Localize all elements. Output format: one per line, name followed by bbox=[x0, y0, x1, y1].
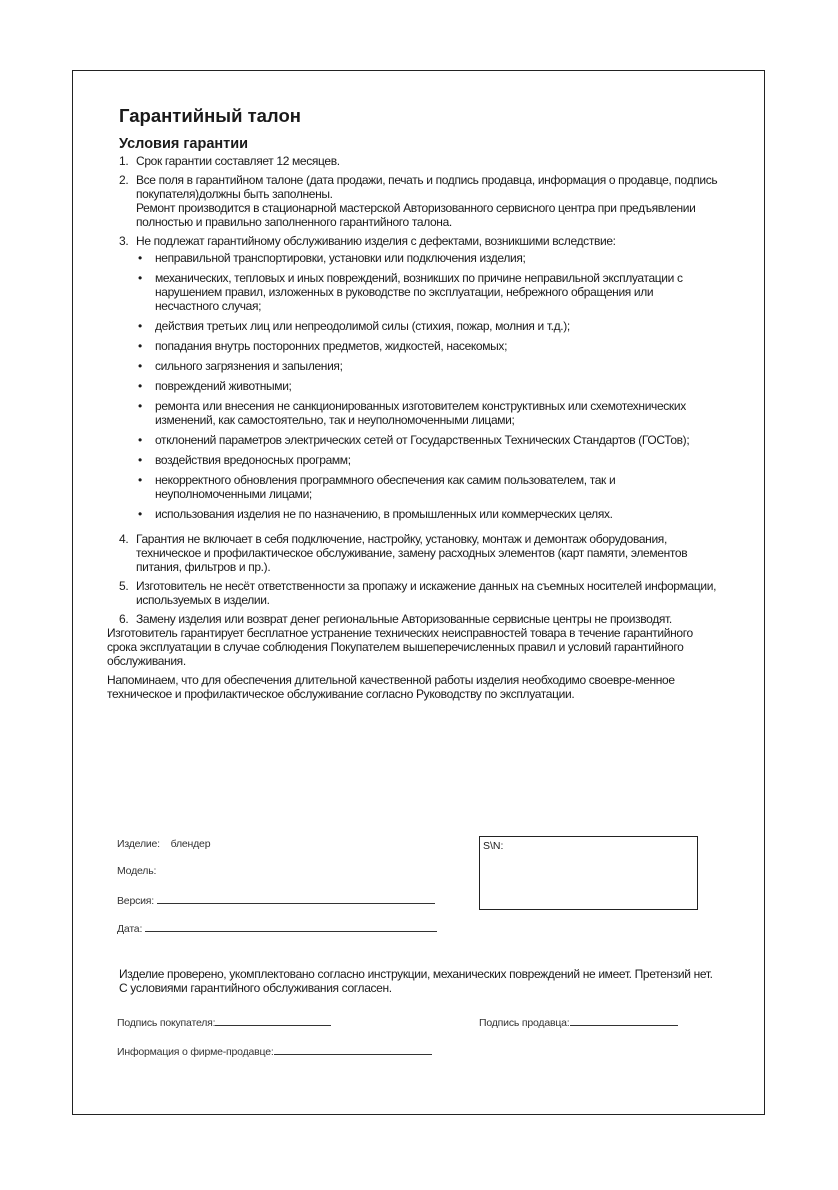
serial-number-box[interactable] bbox=[479, 836, 698, 910]
bullet-icon: • bbox=[138, 507, 142, 521]
defect-item: • использования изделия не по назначению, в промышленных или коммерческих целях. bbox=[138, 507, 613, 521]
condition-item bbox=[119, 173, 719, 229]
condition-item bbox=[119, 154, 719, 168]
condition-item bbox=[119, 234, 719, 527]
section-subtitle: Условия гарантии bbox=[119, 136, 249, 152]
defect-item: • отклонений параметров электрических сетей от Государственных Технических Стандартов (ГОСТов); bbox=[138, 433, 690, 447]
product-label: Изделие: bbox=[117, 838, 160, 850]
seller-signature-line[interactable] bbox=[570, 1015, 678, 1026]
defect-item: • неправильной транспортировки, установки или подключения изделия; bbox=[138, 251, 526, 265]
condition-number: 3. bbox=[119, 234, 129, 248]
condition-number: 6. bbox=[119, 612, 129, 626]
product-value: блендер bbox=[170, 838, 211, 850]
defect-item: • повреждений животными; bbox=[138, 379, 292, 393]
defect-item: • попадания внутрь посторонних предметов, жидкостей, насекомых; bbox=[138, 339, 508, 353]
seller-signature-field bbox=[479, 1015, 678, 1029]
condition-number: 2. bbox=[119, 173, 129, 187]
firm-info-line[interactable] bbox=[274, 1044, 432, 1055]
bullet-icon: • bbox=[138, 379, 142, 393]
firm-info-label: Информация о фирме-продавце: bbox=[117, 1046, 274, 1058]
maintenance-reminder-paragraph: Напоминаем, что для обеспечения длительной качественной работы изделия необходимо своевре-менное техническое и профилактическое обслуживание согласно Руководству по эксплуатации. bbox=[107, 673, 675, 701]
condition-item bbox=[119, 532, 719, 574]
buyer-signature-label: Подпись покупателя: bbox=[117, 1017, 216, 1029]
condition-text: Не подлежат гарантийному обслуживанию изделия с дефектами, возникшими вследствие: bbox=[136, 234, 616, 248]
version-field bbox=[117, 893, 435, 907]
page-title: Гарантийный талон bbox=[119, 105, 301, 126]
product-field bbox=[117, 838, 210, 850]
condition-number: 4. bbox=[119, 532, 129, 546]
bullet-icon: • bbox=[138, 251, 142, 265]
defect-item: • некорректного обновления программного обеспечения как самим пользователем, так и неуполномоченными лицами; bbox=[138, 473, 616, 501]
seller-signature-label: Подпись продавца: bbox=[479, 1017, 570, 1029]
defects-list bbox=[136, 251, 719, 521]
defect-item: • действия третьих лиц или непреодолимой силы (стихия, пожар, молния и т.д.); bbox=[138, 319, 570, 333]
conditions-list bbox=[119, 154, 719, 626]
condition-text: Срок гарантии составляет 12 месяцев. bbox=[136, 154, 340, 168]
condition-item bbox=[119, 579, 719, 607]
defect-item: • сильного загрязнения и запыления; bbox=[138, 359, 343, 373]
buyer-signature-field bbox=[117, 1015, 331, 1029]
bullet-icon: • bbox=[138, 339, 142, 353]
date-input-line[interactable] bbox=[145, 921, 437, 932]
date-label: Дата: bbox=[117, 923, 143, 935]
bullet-icon: • bbox=[138, 319, 142, 333]
bullet-icon: • bbox=[138, 359, 142, 373]
serial-number-label: S\N: bbox=[483, 840, 504, 852]
bullet-icon: • bbox=[138, 399, 142, 413]
condition-text: Все поля в гарантийном талоне (дата продажи, печать и подпись продавца, информация о продавце, подпись покупателя)должны быть заполнены. bbox=[136, 173, 718, 201]
model-field bbox=[117, 865, 156, 877]
date-field bbox=[117, 921, 437, 935]
condition-number: 1. bbox=[119, 154, 129, 168]
condition-extra-text: Ремонт производится в стационарной мастерской Авторизованного сервисного центра при предъявлении полностью и правильно заполненного гарантийного талона. bbox=[136, 201, 696, 229]
bullet-icon: • bbox=[138, 453, 142, 467]
condition-text: Гарантия не включает в себя подключение, настройку, установку, монтаж и демонтаж оборудования, техническое и профилактическое обслуживание, замену расходных элементов (карт памяти, элементов питания, фильтров и пр.). bbox=[136, 532, 688, 574]
bullet-icon: • bbox=[138, 271, 142, 285]
version-input-line[interactable] bbox=[157, 893, 435, 904]
firm-info-field bbox=[117, 1044, 432, 1058]
bullet-icon: • bbox=[138, 473, 142, 487]
defect-item: • механических, тепловых и иных повреждений, возникших по причине неправильной эксплуатации с нарушением правил, изложенных в руководстве по эксплуатации, небрежного обращения или несчастного случая; bbox=[138, 271, 683, 313]
buyer-signature-line[interactable] bbox=[215, 1015, 331, 1026]
defect-item: • воздействия вредоносных программ; bbox=[138, 453, 351, 467]
condition-number: 5. bbox=[119, 579, 129, 593]
condition-item bbox=[119, 612, 719, 626]
bullet-icon: • bbox=[138, 433, 142, 447]
condition-text: Замену изделия или возврат денег региональные Авторизованные сервисные центры не производят. bbox=[136, 612, 672, 626]
defect-item: • ремонта или внесения не санкционированных изготовителем конструктивных или схемотехнических изменений, как самостоятельно, так и неуполномоченными лицами; bbox=[138, 399, 686, 427]
inspection-statement: Изделие проверено, укомплектовано согласно инструкции, механических повреждений не имеет. Претензий нет. С условиями гарантийного обслуживания согласен. bbox=[119, 967, 713, 995]
warranty-card-frame bbox=[72, 70, 765, 1115]
condition-text: Изготовитель не несёт ответственности за пропажу и искажение данных на съемных носителей информации, используемых в изделии. bbox=[136, 579, 717, 607]
manufacturer-guarantee-paragraph: Изготовитель гарантирует бесплатное устранение технических неисправностей товара в течение гарантийного срока эксплуатации в случае соблюдения Покупателем вышеперечисленных правил и условий гарантийного обслуживания. bbox=[107, 626, 693, 668]
model-label: Модель: bbox=[117, 865, 157, 877]
warranty-content bbox=[107, 105, 719, 706]
version-label: Версия: bbox=[117, 895, 155, 907]
